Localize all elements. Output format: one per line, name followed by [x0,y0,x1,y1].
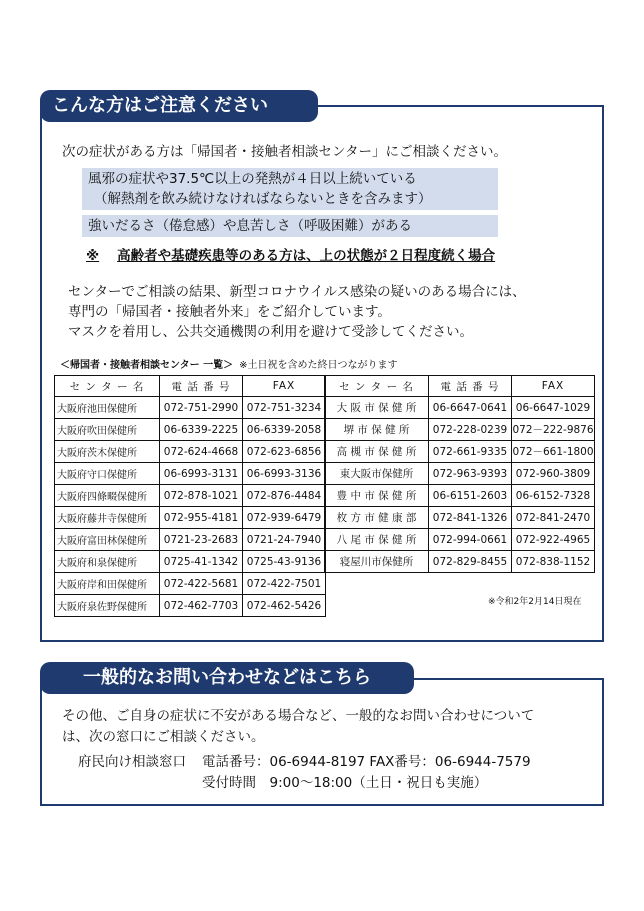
center-phone: 072-841-1326 [429,507,512,529]
table-row [55,397,326,419]
referral-paragraph [68,282,526,342]
table-header-row [55,376,326,397]
table-row [325,529,595,551]
center-name: 大阪府守口保健所 [55,463,160,485]
center-name: 寝屋川市保健所 [325,551,429,573]
header-phone: 電 話 番 号 [429,376,512,397]
center-table-left [54,375,326,617]
table-row [55,551,326,573]
center-name: 大阪府富田林保健所 [55,529,160,551]
general-inquiry-line: は、次の窓口にご相談ください。 [62,729,265,745]
table-row [55,573,326,595]
center-fax: 072-422-7501 [243,573,326,595]
referral-line: マスクを着用し、公共交通機関の利用を避けて受診してください。 [68,324,473,340]
table-row [55,529,326,551]
table-header-row [325,376,595,397]
center-table-right [324,375,595,573]
phone-fax-text: 電話番号：06-6944-8197 FAX番号：06-6944-7579 [202,754,531,770]
symptom-fever-text: 風邪の症状や37.5℃以上の発熱が４日以上続いている [88,171,417,187]
center-fax: 06-6647-1029 [512,397,595,419]
table-title-main: ＜帰国者・接触者相談センター 一覧＞ [60,360,234,371]
general-inquiry-heading: 一般的なお問い合わせなどはこちら [40,662,414,694]
table-row [325,507,595,529]
table-row [325,485,595,507]
center-name: 大阪府吹田保健所 [55,419,160,441]
center-phone: 06-6647-0641 [429,397,512,419]
hours-text: 受付時間 9:00～18:00（土日・祝日も実施） [202,775,488,791]
center-name: 大 阪 市 保 健 所 [325,397,429,419]
referral-line: 専門の「帰国者・接触者外来」をご紹介しています。 [68,304,391,320]
table-row [325,551,595,573]
intro-text: 次の症状がある方は「帰国者・接触者相談センター」にご相談ください。 [62,144,507,160]
table-row [55,463,326,485]
elderly-note [86,244,495,264]
center-fax: 072-939-6479 [243,507,326,529]
center-name: 大阪府池田保健所 [55,397,160,419]
center-fax: 072-751-3234 [243,397,326,419]
table-row [55,419,326,441]
center-phone: 072-624-4668 [160,441,243,463]
contact-row [78,752,531,773]
symptom-fever-box [82,168,498,210]
center-phone: 06-6339-2225 [160,419,243,441]
center-fax: 0721-24-7940 [243,529,326,551]
center-phone: 06-6151-2603 [429,485,512,507]
center-fax: 072-838-1152 [512,551,595,573]
as-of-date-note: ※令和2年2月14日現在 [488,597,582,607]
center-name: 大阪府泉佐野保健所 [55,595,160,617]
center-phone: 072-751-2990 [160,397,243,419]
center-fax: 072-876-4484 [243,485,326,507]
table-row [325,397,595,419]
center-phone: 0725-41-1342 [160,551,243,573]
header-phone: 電 話 番 号 [160,376,243,397]
table-row [55,485,326,507]
caution-heading: こんな方はご注意ください [40,90,318,122]
center-fax: 072-623-6856 [243,441,326,463]
general-inquiry-line: その他、ご自身の症状に不安がある場合など、一般的なお問い合わせについて [62,708,535,724]
center-fax: 072－222-9876 [512,419,595,441]
center-name: 大阪府和泉保健所 [55,551,160,573]
center-name: 大阪府茨木保健所 [55,441,160,463]
center-name: 八 尾 市 保 健 所 [325,529,429,551]
center-phone: 072-462-7703 [160,595,243,617]
center-fax: 072-462-5426 [243,595,326,617]
center-name: 大阪府四條畷保健所 [55,485,160,507]
center-name: 大阪府藤井寺保健所 [55,507,160,529]
center-fax: 06-6993-3136 [243,463,326,485]
table-row [325,419,595,441]
table-title [60,356,397,371]
center-phone: 06-6993-3131 [160,463,243,485]
header-center: セ ン タ ー 名 [325,376,429,397]
center-name: 大阪府岸和田保健所 [55,573,160,595]
center-fax: 072-841-2470 [512,507,595,529]
symptom-fatigue-text: 強いだるさ（倦怠感）や息苦しさ（呼吸困難）がある [88,218,412,234]
center-name: 堺 市 保 健 所 [325,419,429,441]
table-row [55,507,326,529]
header-fax: FAX [243,376,326,397]
table-row [325,463,595,485]
center-phone: 072-829-8455 [429,551,512,573]
center-phone: 072-963-9393 [429,463,512,485]
center-phone: 072-228-0239 [429,419,512,441]
contact-row [78,773,531,794]
symptom-fever-subtext: （解熱剤を飲み続けなければならないときを含みます） [94,191,432,207]
center-fax: 06-6339-2058 [243,419,326,441]
center-fax: 072－661-1800 [512,441,595,463]
center-fax: 072-922-4965 [512,529,595,551]
referral-line: センターでご相談の結果、新型コロナウイルス感染の疑いのある場合には、 [68,284,526,300]
center-phone: 072-661-9335 [429,441,512,463]
symptom-fatigue-box [82,215,498,237]
note-mark: ※ [86,248,100,264]
center-phone: 072-994-0661 [429,529,512,551]
center-phone: 072-955-4181 [160,507,243,529]
center-name: 枚 方 市 健 康 部 [325,507,429,529]
center-fax: 06-6152-7328 [512,485,595,507]
center-name: 豊 中 市 保 健 所 [325,485,429,507]
header-fax: FAX [512,376,595,397]
table-row [55,441,326,463]
table-row [325,441,595,463]
center-phone: 0721-23-2683 [160,529,243,551]
center-fax: 072-960-3809 [512,463,595,485]
center-name: 東大阪市保健所 [325,463,429,485]
table-title-sub: ※土日祝を含めた終日つながります [239,360,398,371]
note-text: 高齢者や基礎疾患等のある方は、上の状態が２日程度続く場合 [117,248,496,264]
table-row [55,595,326,617]
header-center: セ ン タ ー 名 [55,376,160,397]
center-phone: 072-878-1021 [160,485,243,507]
window-label: 府民向け相談窓口 [78,754,186,770]
center-phone: 072-422-5681 [160,573,243,595]
center-name: 高 槻 市 保 健 所 [325,441,429,463]
general-inquiry-paragraph [62,706,534,748]
center-fax: 0725-43-9136 [243,551,326,573]
contact-window [78,752,531,794]
